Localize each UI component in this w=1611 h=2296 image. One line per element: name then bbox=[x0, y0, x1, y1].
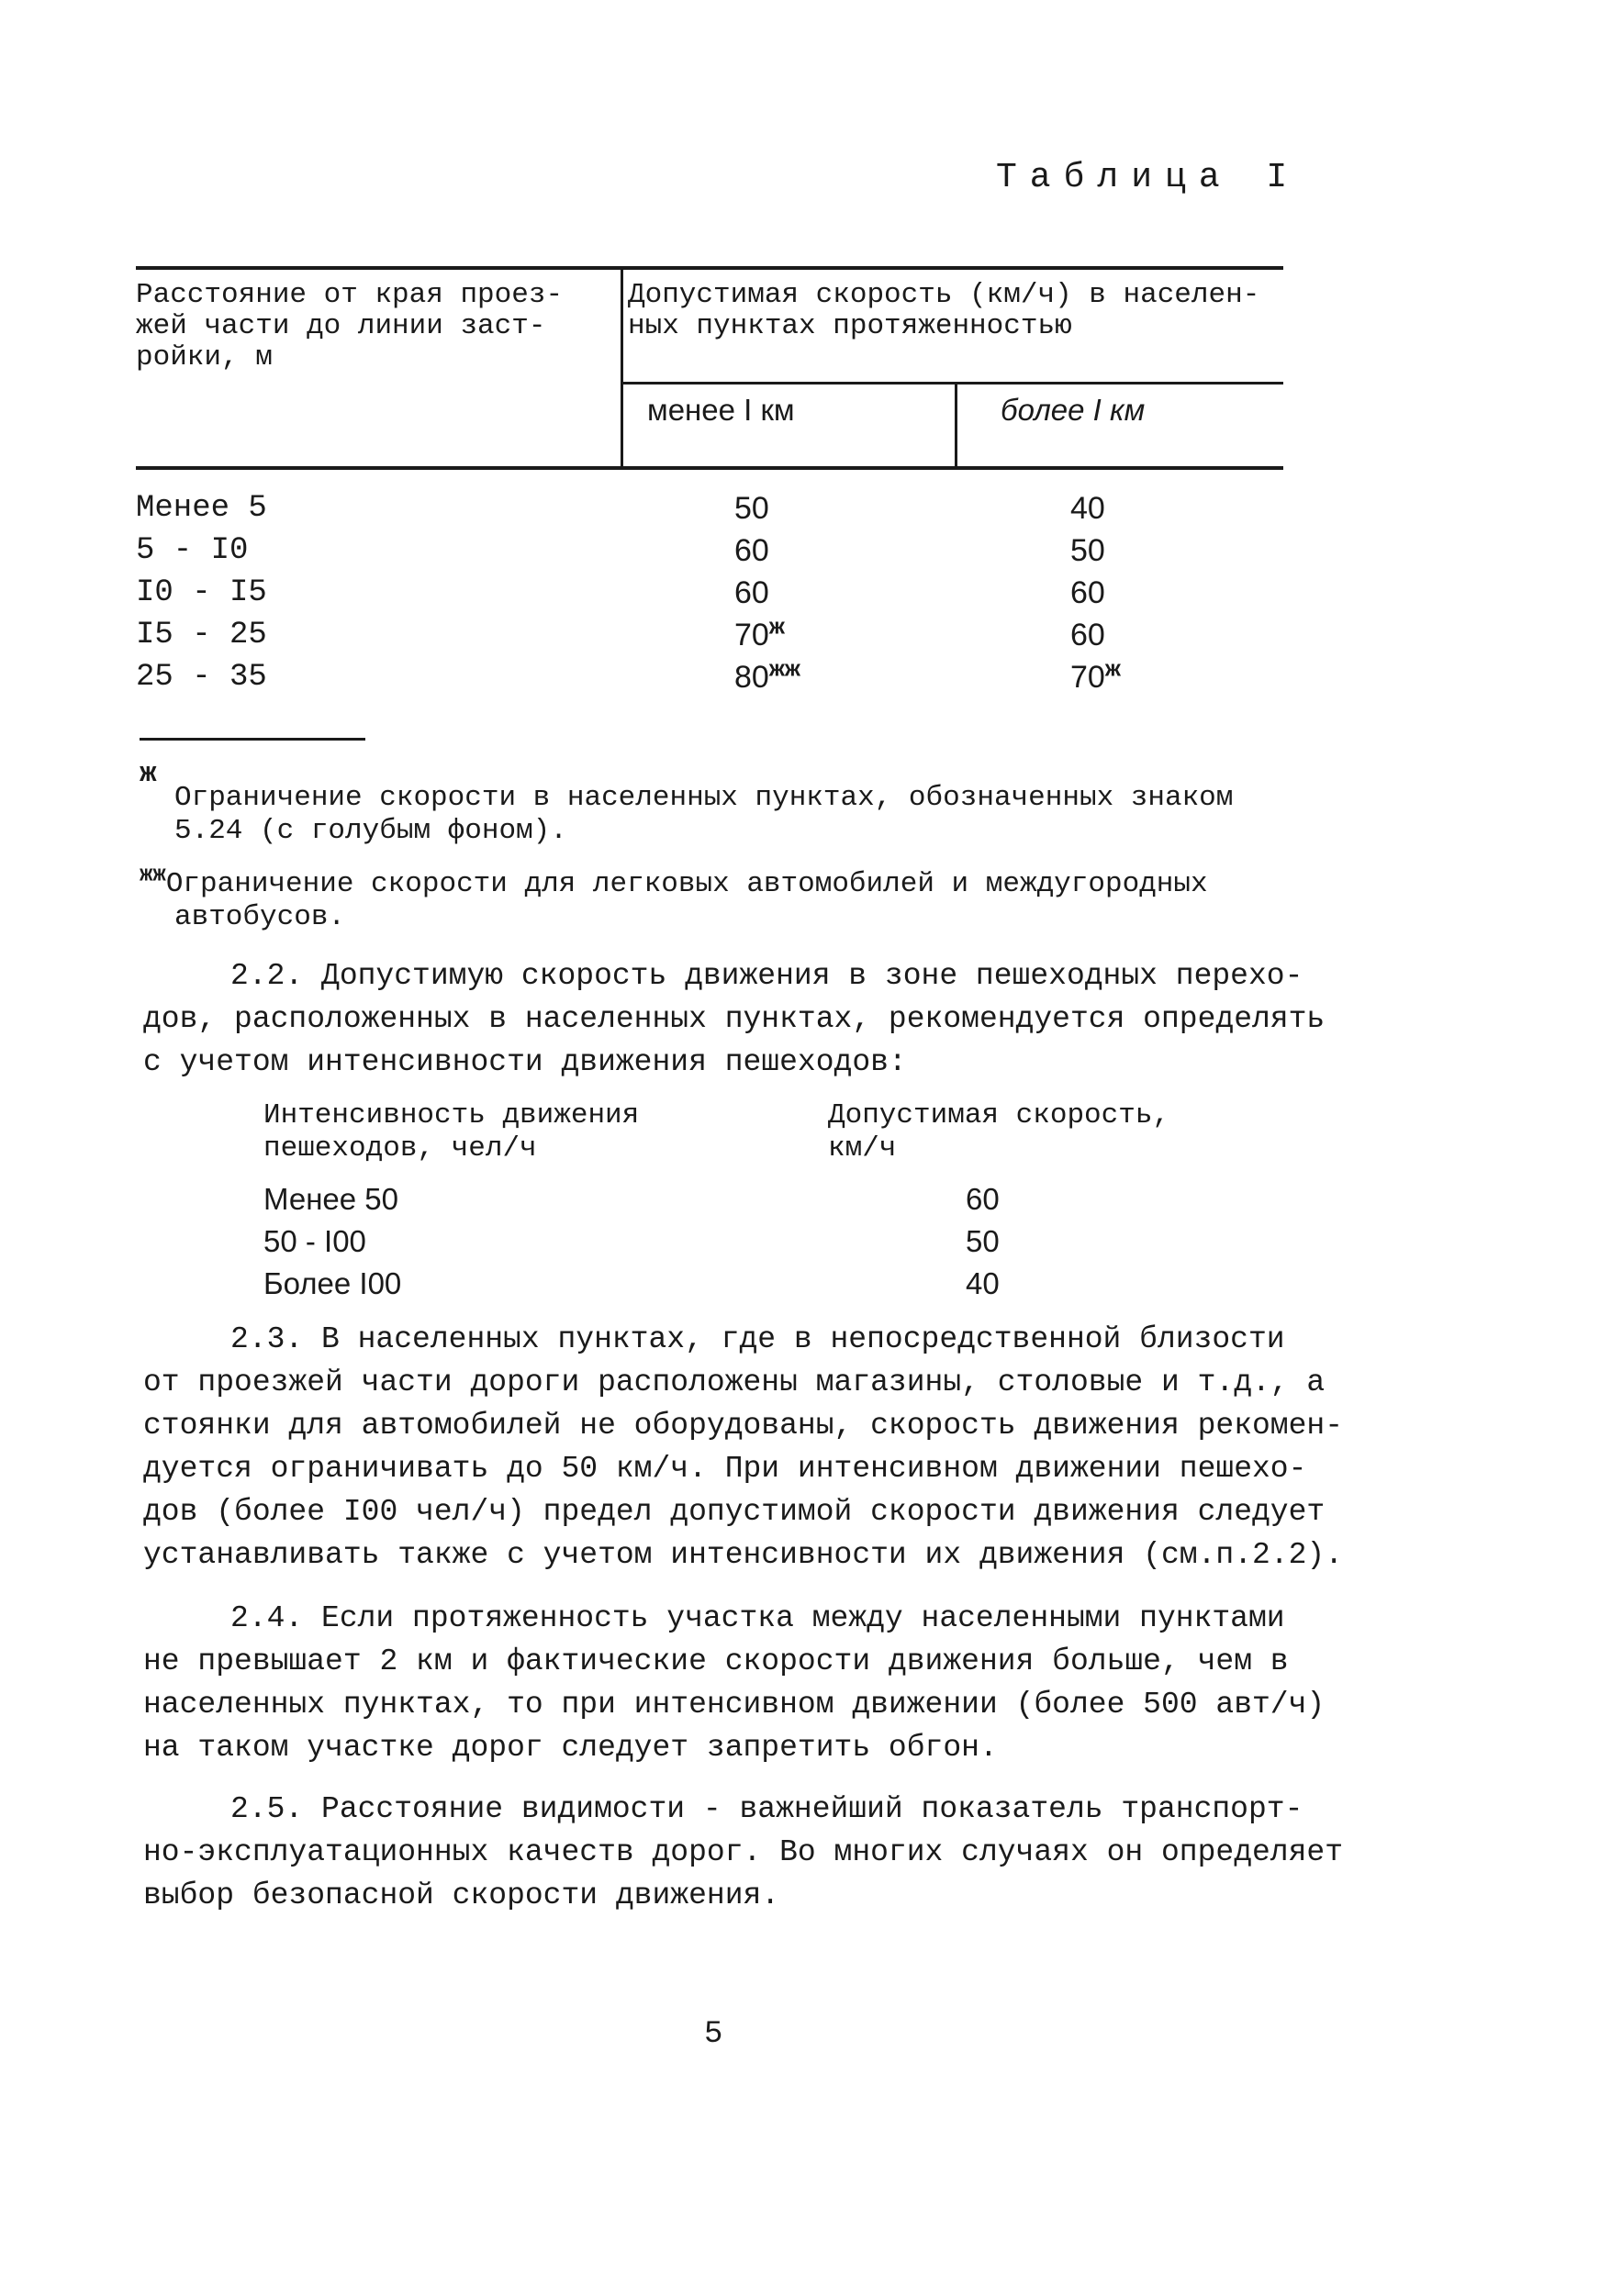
table-top-rule bbox=[136, 266, 1283, 270]
row-less-1km: 60 bbox=[734, 575, 769, 610]
pedestrian-intensity: Более I00 bbox=[263, 1266, 402, 1300]
table-subheader-divider bbox=[955, 382, 957, 468]
paragraph-2-5: 2.5. Расстояние видимости - важнейший показатель транспорт- но-эксплуатационных качеств дорог. Во многих случаях он определяет выбор безопасной скорости движения. bbox=[143, 1792, 1344, 1912]
row-distance: 25 - 35 bbox=[136, 660, 267, 695]
table-caption: Таблица I bbox=[996, 158, 1301, 197]
row-more-1km: 40 bbox=[1070, 491, 1105, 526]
row-more-1km: $70^ж$ bbox=[1070, 656, 1121, 695]
row-less-1km: 60 bbox=[734, 533, 769, 568]
table-vertical-divider bbox=[621, 268, 623, 468]
table-row bbox=[136, 656, 1283, 698]
table-row bbox=[263, 1220, 1044, 1263]
row-distance: I5 - 25 bbox=[136, 618, 267, 652]
pedestrian-intensity: 50 - I00 bbox=[263, 1224, 366, 1258]
table-row bbox=[136, 529, 1283, 572]
table-header-allowed-speed: Допустимая скорость (км/ч) в населен- ных пунктах протяженностью bbox=[628, 279, 1260, 342]
allowed-speed: 40 bbox=[966, 1266, 1000, 1300]
row-distance: 5 - I0 bbox=[136, 533, 249, 568]
row-distance: I0 - I5 bbox=[136, 575, 267, 610]
footnote-2-mark: жж bbox=[140, 863, 166, 888]
table-row bbox=[136, 572, 1283, 614]
table-row bbox=[136, 487, 1283, 529]
table-header-distance: Расстояние от края проез- жей части до линии заст- ройки, м bbox=[136, 279, 564, 373]
row-less-1km: 50 bbox=[734, 491, 769, 526]
table-subheader-less-1km: менее I км bbox=[647, 393, 795, 427]
footnote-1-mark: ж bbox=[140, 758, 157, 790]
table-subheader-more-1km: более I км bbox=[1001, 393, 1146, 427]
row-more-1km: 60 bbox=[1070, 618, 1105, 652]
footnote-separator bbox=[140, 738, 365, 741]
pedestrian-table-header-right: Допустимая скорость, км/ч bbox=[828, 1099, 1170, 1165]
footnote-1: Ограничение скорости в населенных пунктах, обозначенных знаком 5.24 (с голубым фоном). bbox=[174, 782, 1234, 847]
footnote-2: $^{жж}$Ограничение скорости для легковых автомобилей и междугородных автобусов. bbox=[140, 863, 1208, 933]
row-more-1km: 60 bbox=[1070, 575, 1105, 610]
table-body bbox=[136, 487, 1283, 708]
paragraph-2-3: 2.3. В населенных пунктах, где в непосредственной близости от проезжей части дороги расположены магазины, столовые и т.д., а стоянки для автомобилей не оборудованы, скорость движения рекомен- дуется ограничивать до 50 км/ч. При интенсивном движении пешехо- дов (более I00 чел/ч) предел допустимой скорости движения следует устанавливать также с учетом интенсивности их движения (см.п.2.2). bbox=[143, 1322, 1344, 1572]
page-number: 5 bbox=[704, 2017, 723, 2052]
table-header-bottom-rule bbox=[136, 466, 1283, 470]
paragraph-2-2: 2.2. Допустимую скорость движения в зоне пешеходных перехо- дов, расположенных в населенных пунктах, рекомендуется определять с учетом интенсивности движения пешеходов: bbox=[143, 959, 1326, 1079]
table-row bbox=[263, 1178, 1044, 1220]
table-subheader-rule bbox=[621, 382, 1283, 385]
table-row bbox=[136, 614, 1283, 656]
row-distance: Менее 5 bbox=[136, 491, 267, 526]
row-more-1km: 50 bbox=[1070, 533, 1105, 568]
row-less-1km: $80^{жж}$ bbox=[734, 656, 800, 695]
table-row bbox=[263, 1263, 1044, 1305]
paragraph-2-4: 2.4. Если протяженность участка между населенными пунктами не превышает 2 км и фактические скорости движения больше, чем в населенных пунктах, то при интенсивном движении (более 500 авт/ч) на таком участке дорог следует запретить обгон. bbox=[143, 1601, 1326, 1765]
allowed-speed: 60 bbox=[966, 1182, 1000, 1216]
row-less-1km: $70^ж$ bbox=[734, 614, 785, 652]
pedestrian-intensity: Менее 50 bbox=[263, 1182, 399, 1216]
pedestrian-table-header-left: Интенсивность движения пешеходов, чел/ч bbox=[263, 1099, 640, 1165]
allowed-speed: 50 bbox=[966, 1224, 1000, 1258]
